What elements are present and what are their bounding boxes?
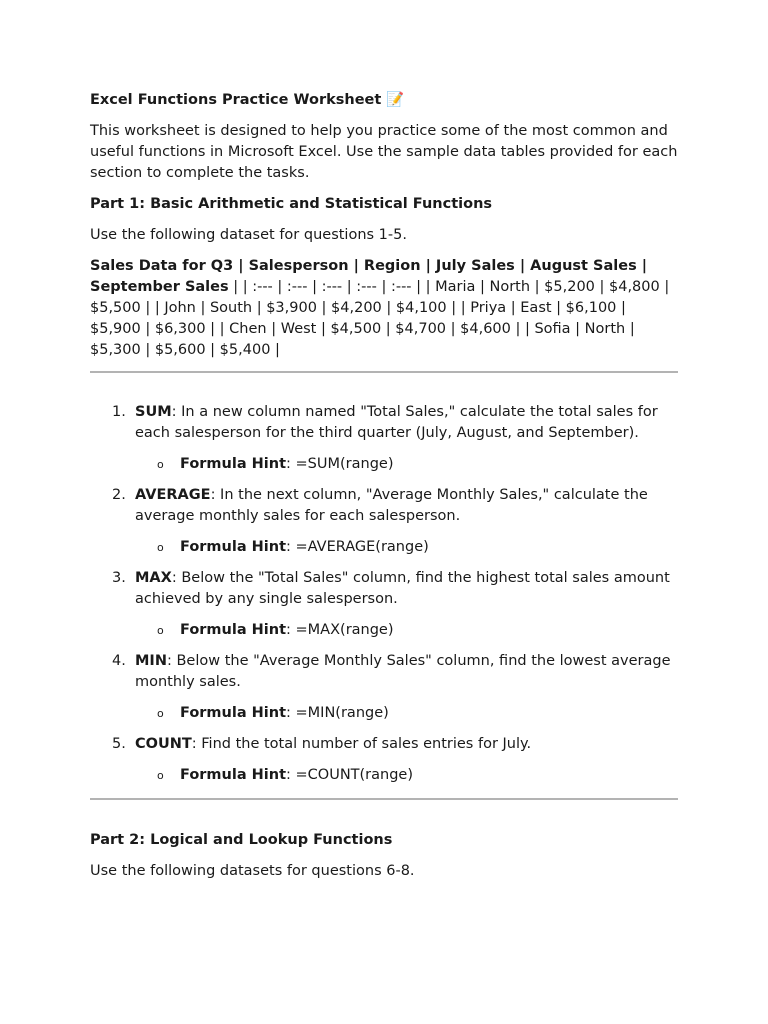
formula-hint <box>90 765 678 786</box>
question-text: : Below the "Total Sales" column, find the highest total sales amount achieved by any single salesperson. <box>135 570 670 607</box>
question-text: : In a new column named "Total Sales," calculate the total sales for each salesperson for the third quarter (July, August, and September). <box>135 404 658 441</box>
question-number: 3. <box>112 570 126 586</box>
part1-instructions: Use the following dataset for questions 1-5. <box>90 227 407 243</box>
question-text: : Below the "Average Monthly Sales" column, find the lowest average monthly sales. <box>135 653 671 690</box>
dataset-header-text: Sales Data for Q3 | Salesperson | Region | July Sales | August Sales | September Sales <box>90 258 648 295</box>
part1-heading: Part 1: Basic Arithmetic and Statistical Functions <box>90 196 493 212</box>
sales-dataset <box>90 256 678 361</box>
function-name: MIN <box>135 653 167 669</box>
formula-hint <box>90 620 678 641</box>
question-text: : In the next column, "Average Monthly Sales," calculate the average monthly sales for each salesperson. <box>135 487 648 524</box>
part2-heading: Part 2: Logical and Lookup Functions <box>90 832 393 848</box>
question-item <box>90 402 678 444</box>
question-item <box>90 568 678 610</box>
question-item <box>90 651 678 693</box>
formula-hint <box>90 703 678 724</box>
worksheet-page <box>90 90 678 892</box>
hint-label: Formula Hint <box>180 767 287 783</box>
part2-instructions: Use the following datasets for questions 6-8. <box>90 863 415 879</box>
bullet-icon: o <box>157 624 164 637</box>
formula-hint <box>90 537 678 558</box>
hint-text: : =SUM(range) <box>286 456 394 472</box>
question-item <box>90 485 678 527</box>
question-item <box>90 734 678 755</box>
hint-label: Formula Hint <box>180 622 287 638</box>
section-divider <box>90 371 678 373</box>
worksheet-title: Excel Functions Practice Worksheet 📝 <box>90 92 405 108</box>
question-list <box>90 402 678 786</box>
function-name: MAX <box>135 570 172 586</box>
question-number: 4. <box>112 653 126 669</box>
function-name: SUM <box>135 404 172 420</box>
function-name: COUNT <box>135 736 192 752</box>
hint-text: : =MIN(range) <box>286 705 389 721</box>
bullet-icon: o <box>157 458 164 471</box>
hint-text: : =COUNT(range) <box>286 767 414 783</box>
question-number: 2. <box>112 487 126 503</box>
intro-paragraph: This worksheet is designed to help you practice some of the most common and useful functions in Microsoft Excel. Use the sample data tables provided for each section to complete the tasks. <box>90 123 678 181</box>
section-divider <box>90 798 678 800</box>
formula-hint <box>90 454 678 475</box>
bullet-icon: o <box>157 541 164 554</box>
hint-label: Formula Hint <box>180 539 287 555</box>
hint-text: : =MAX(range) <box>286 622 394 638</box>
question-number: 1. <box>112 404 126 420</box>
dataset-rows-text: | | :--- | :--- | :--- | :--- | :--- | | Maria | North | $5,200 | $4,800 | $5,500 | | John | South | $3,900 | $4,200 | $4,100 | | Priya | East | $6,100 | $5,900 | $6,300 | | Chen | West | $4,500 | $4,700 | $4,600 | | Sofia | North | $5,300 | $5,600 | $5,400 | <box>90 279 670 358</box>
hint-label: Formula Hint <box>180 456 287 472</box>
hint-text: : =AVERAGE(range) <box>286 539 429 555</box>
bullet-icon: o <box>157 707 164 720</box>
question-text: : Find the total number of sales entries for July. <box>191 736 532 752</box>
bullet-icon: o <box>157 769 164 782</box>
function-name: AVERAGE <box>135 487 211 503</box>
question-number: 5. <box>112 736 126 752</box>
hint-label: Formula Hint <box>180 705 287 721</box>
